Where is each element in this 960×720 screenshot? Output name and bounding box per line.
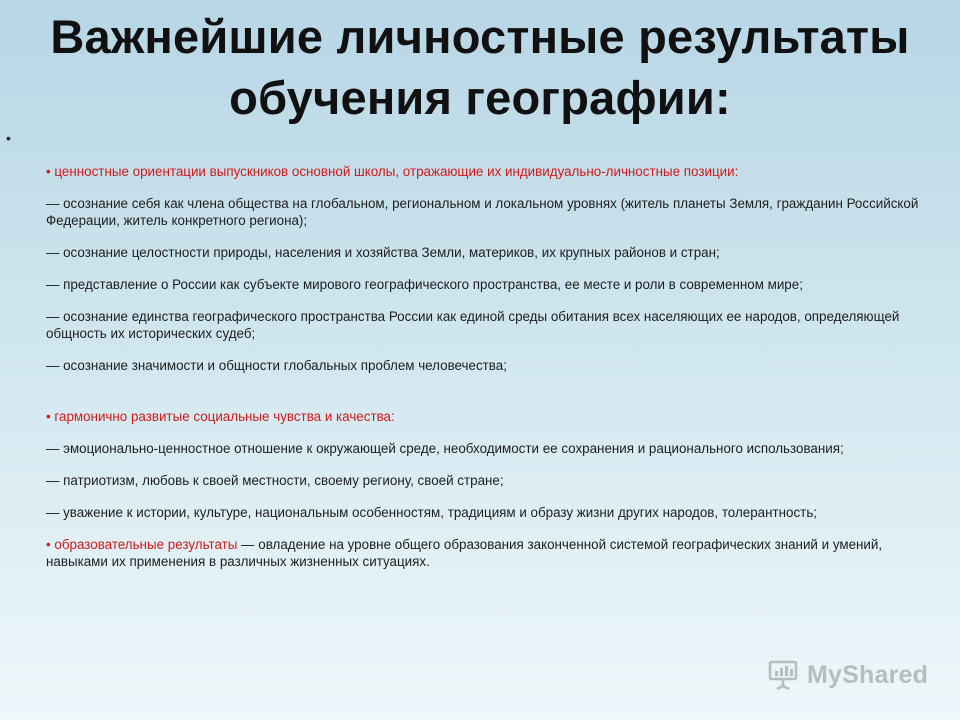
values-item-1: — осознание себя как члена общества на глобальном, региональном и локальном уровнях (житель планеты Земля, гражданин Российской Федерации, житель конкретного региона); [46, 196, 919, 228]
empty-bullet: • [6, 130, 11, 146]
section-spacer [46, 389, 926, 408]
values-item-4: — осознание единства географического пространства России как единой среды обитания всех населяющих ее народов, определяющей общность их исторических судеб; [46, 309, 900, 341]
slide-content [46, 163, 926, 585]
slide-title [0, 6, 960, 128]
feelings-item-1: — эмоционально-ценностное отношение к окружающей среде, необходимости ее сохранения и рационального использования; [46, 441, 844, 456]
values-heading: • ценностные ориентации выпускников основной школы, отражающие их индивидуально-личностные позиции: [46, 164, 739, 179]
slide-title-line-2: обучения географии: [229, 71, 731, 124]
education-text: — овладение на уровне общего образования законченной системой географических знаний и умений, навыками их применения в различных жизненных ситуациях. [46, 537, 883, 569]
watermark [767, 656, 928, 694]
slide-title-line-1: Важнейшие личностные результаты [50, 10, 910, 63]
feelings-item-2: — патриотизм, любовь к своей местности, своему региону, своей стране; [46, 473, 504, 488]
feelings-item-3: — уважение к истории, культуре, национальным особенностям, традициям и образу жизни других народов, толерантность; [46, 505, 818, 520]
education-heading: • образовательные результаты [46, 537, 238, 552]
values-item-5: — осознание значимости и общности глобальных проблем человечества; [46, 358, 507, 373]
values-item-3: — представление о России как субъекте мирового географического пространства, ее месте и роли в современном мире; [46, 277, 803, 292]
presentation-board-icon [767, 658, 801, 692]
education-paragraph [46, 536, 926, 570]
watermark-text: MyShared [807, 660, 929, 689]
values-item-2: — осознание целостности природы, населения и хозяйства Земли, материков, их крупных районов и стран; [46, 245, 720, 260]
feelings-heading: • гармонично развитые социальные чувства и качества: [46, 409, 395, 424]
